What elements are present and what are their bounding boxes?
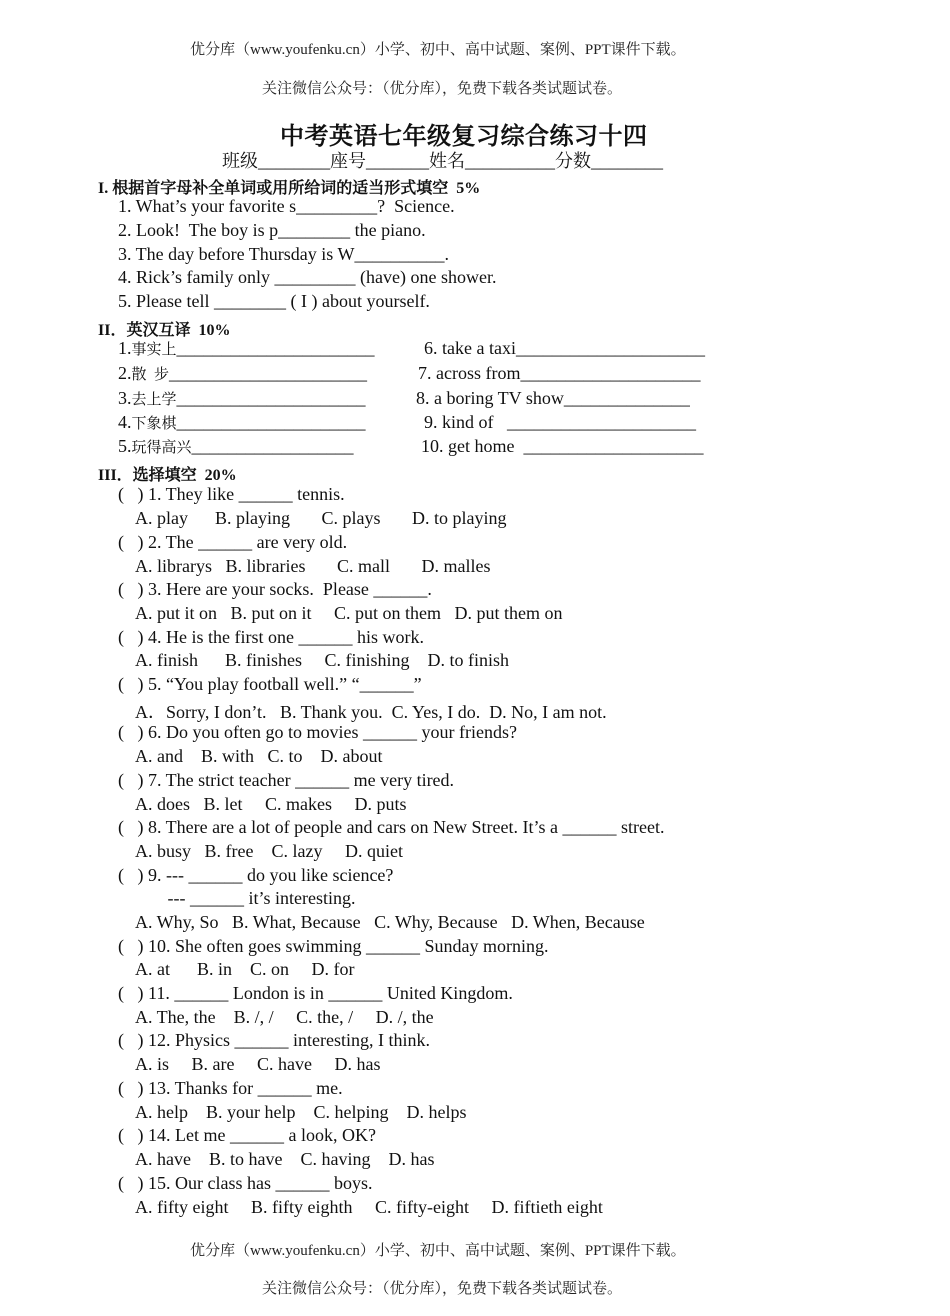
- question-line: ( ) 1. They like ______ tennis.: [118, 484, 345, 504]
- question-line: ( ) 7. The strict teacher ______ me very tired.: [118, 770, 455, 790]
- item-number: 5.: [118, 436, 132, 456]
- section-2-heading: II．英汉互译 10%: [98, 322, 231, 339]
- question-line: ( ) 4. He is the first one ______ his work.: [118, 627, 424, 647]
- options-line: A. fifty eight B. fifty eighth C. fifty-eight D. fiftieth eight: [118, 1197, 603, 1217]
- translation-item: 8. a boring TV show______________: [416, 388, 690, 408]
- options-line: A. busy B. free C. lazy D. quiet: [118, 841, 403, 861]
- section-1-item: 5. Please tell ________ ( I ) about yourself.: [118, 291, 430, 311]
- answer-blank: _____________________: [176, 412, 366, 432]
- question-line: ( ) 6. Do you often go to movies ______ your friends?: [118, 722, 517, 742]
- chinese-phrase: 去上学: [131, 392, 177, 408]
- translation-item: 7. across from____________________: [418, 363, 701, 383]
- translation-item: [118, 338, 375, 359]
- item-number: 4.: [118, 412, 132, 432]
- answer-blank: ______________________: [169, 363, 368, 383]
- translation-item: [118, 436, 354, 457]
- section-1-item: 1. What’s your favorite s_________? Science.: [118, 196, 455, 216]
- translation-item: [118, 412, 366, 433]
- translation-item: [118, 363, 367, 384]
- options-line: A. Why, So B. What, Because C. Why, Because D. When, Because: [118, 912, 645, 932]
- question-line: ( ) 11. ______ London is in ______ United Kingdom.: [118, 983, 513, 1003]
- answer-blank: __________________: [191, 436, 354, 456]
- options-line: A. finish B. finishes C. finishing D. to finish: [118, 650, 510, 670]
- options-line: A. The, the B. /, / C. the, / D. /, the: [118, 1007, 434, 1027]
- page-title: 中考英语七年级复习综合练习十四: [280, 124, 648, 150]
- section-1-item: 2. Look! The boy is p________ the piano.: [118, 220, 426, 240]
- options-line: A. at B. in C. on D. for: [118, 959, 355, 979]
- question-line: ( ) 12. Physics ______ interesting, I think.: [118, 1030, 430, 1050]
- translation-item: 9. kind of _____________________: [424, 412, 696, 432]
- options-line: A. librarys B. libraries C. mall D. malles: [118, 556, 491, 576]
- header-line-1: 优分库（www.youfenku.cn）小学、初中、高中试题、案例、PPT课件下载。: [190, 42, 686, 58]
- chinese-phrase: 散 步: [131, 367, 170, 383]
- options-line: A. put it on B. put on it C. put on them D. put them on: [118, 603, 563, 623]
- options-line: A. have B. to have C. having D. has: [118, 1149, 435, 1169]
- chinese-phrase: 下象棋: [131, 416, 177, 432]
- question-line: ( ) 14. Let me ______ a look, OK?: [118, 1125, 376, 1145]
- question-line: ( ) 15. Our class has ______ boys.: [118, 1173, 373, 1193]
- options-line: A．Sorry, I don’t. B. Thank you. C. Yes, I do. D. No, I am not.: [118, 702, 607, 722]
- section-1-item: 3. The day before Thursday is W__________.: [118, 244, 449, 264]
- question-line: ( ) 2. The ______ are very old.: [118, 532, 348, 552]
- options-line: A. help B. your help C. helping D. helps: [118, 1102, 467, 1122]
- translation-item: 6. take a taxi_____________________: [424, 338, 705, 358]
- footer-line-1: 优分库（www.youfenku.cn）小学、初中、高中试题、案例、PPT课件下载。: [190, 1243, 686, 1259]
- section-1-item: 4. Rick’s family only _________ (have) one shower.: [118, 267, 497, 287]
- options-line: A. play B. playing C. plays D. to playing: [118, 508, 507, 528]
- header-line-2: 关注微信公众号：（优分库），免费下载各类试题试卷。: [262, 81, 623, 97]
- question-line-continuation: --- ______ it’s interesting.: [118, 888, 356, 908]
- options-line: A. is B. are C. have D. has: [118, 1054, 381, 1074]
- answer-blank: ______________________: [176, 338, 375, 358]
- question-line: ( ) 9. --- ______ do you like science?: [118, 865, 394, 885]
- question-line: ( ) 10. She often goes swimming ______ Sunday morning.: [118, 936, 549, 956]
- translation-item: 10. get home ____________________: [421, 436, 704, 456]
- section-1-heading: I. 根据首字母补全单词或用所给词的适当形式填空 5%: [98, 180, 481, 197]
- student-info-line: 班级________座号_______姓名__________分数________: [222, 151, 663, 171]
- question-line: ( ) 13. Thanks for ______ me.: [118, 1078, 343, 1098]
- options-line: A. and B. with C. to D. about: [118, 746, 383, 766]
- footer-line-2: 关注微信公众号：（优分库），免费下载各类试题试卷。: [262, 1281, 623, 1297]
- question-line: ( ) 8. There are a lot of people and cars on New Street. It’s a ______ street.: [118, 817, 665, 837]
- item-number: 2.: [118, 363, 132, 383]
- item-number: 1.: [118, 338, 132, 358]
- chinese-phrase: 玩得高兴: [131, 440, 192, 456]
- question-line: ( ) 5. “You play football well.” “______”: [118, 674, 422, 694]
- chinese-phrase: 事实上: [131, 342, 177, 358]
- translation-item: [118, 388, 366, 409]
- question-line: ( ) 3. Here are your socks. Please ______.: [118, 579, 432, 599]
- answer-blank: _____________________: [176, 388, 366, 408]
- options-line: A. does B. let C. makes D. puts: [118, 794, 407, 814]
- item-number: 3.: [118, 388, 132, 408]
- section-3-heading: III．选择填空 20%: [98, 467, 237, 484]
